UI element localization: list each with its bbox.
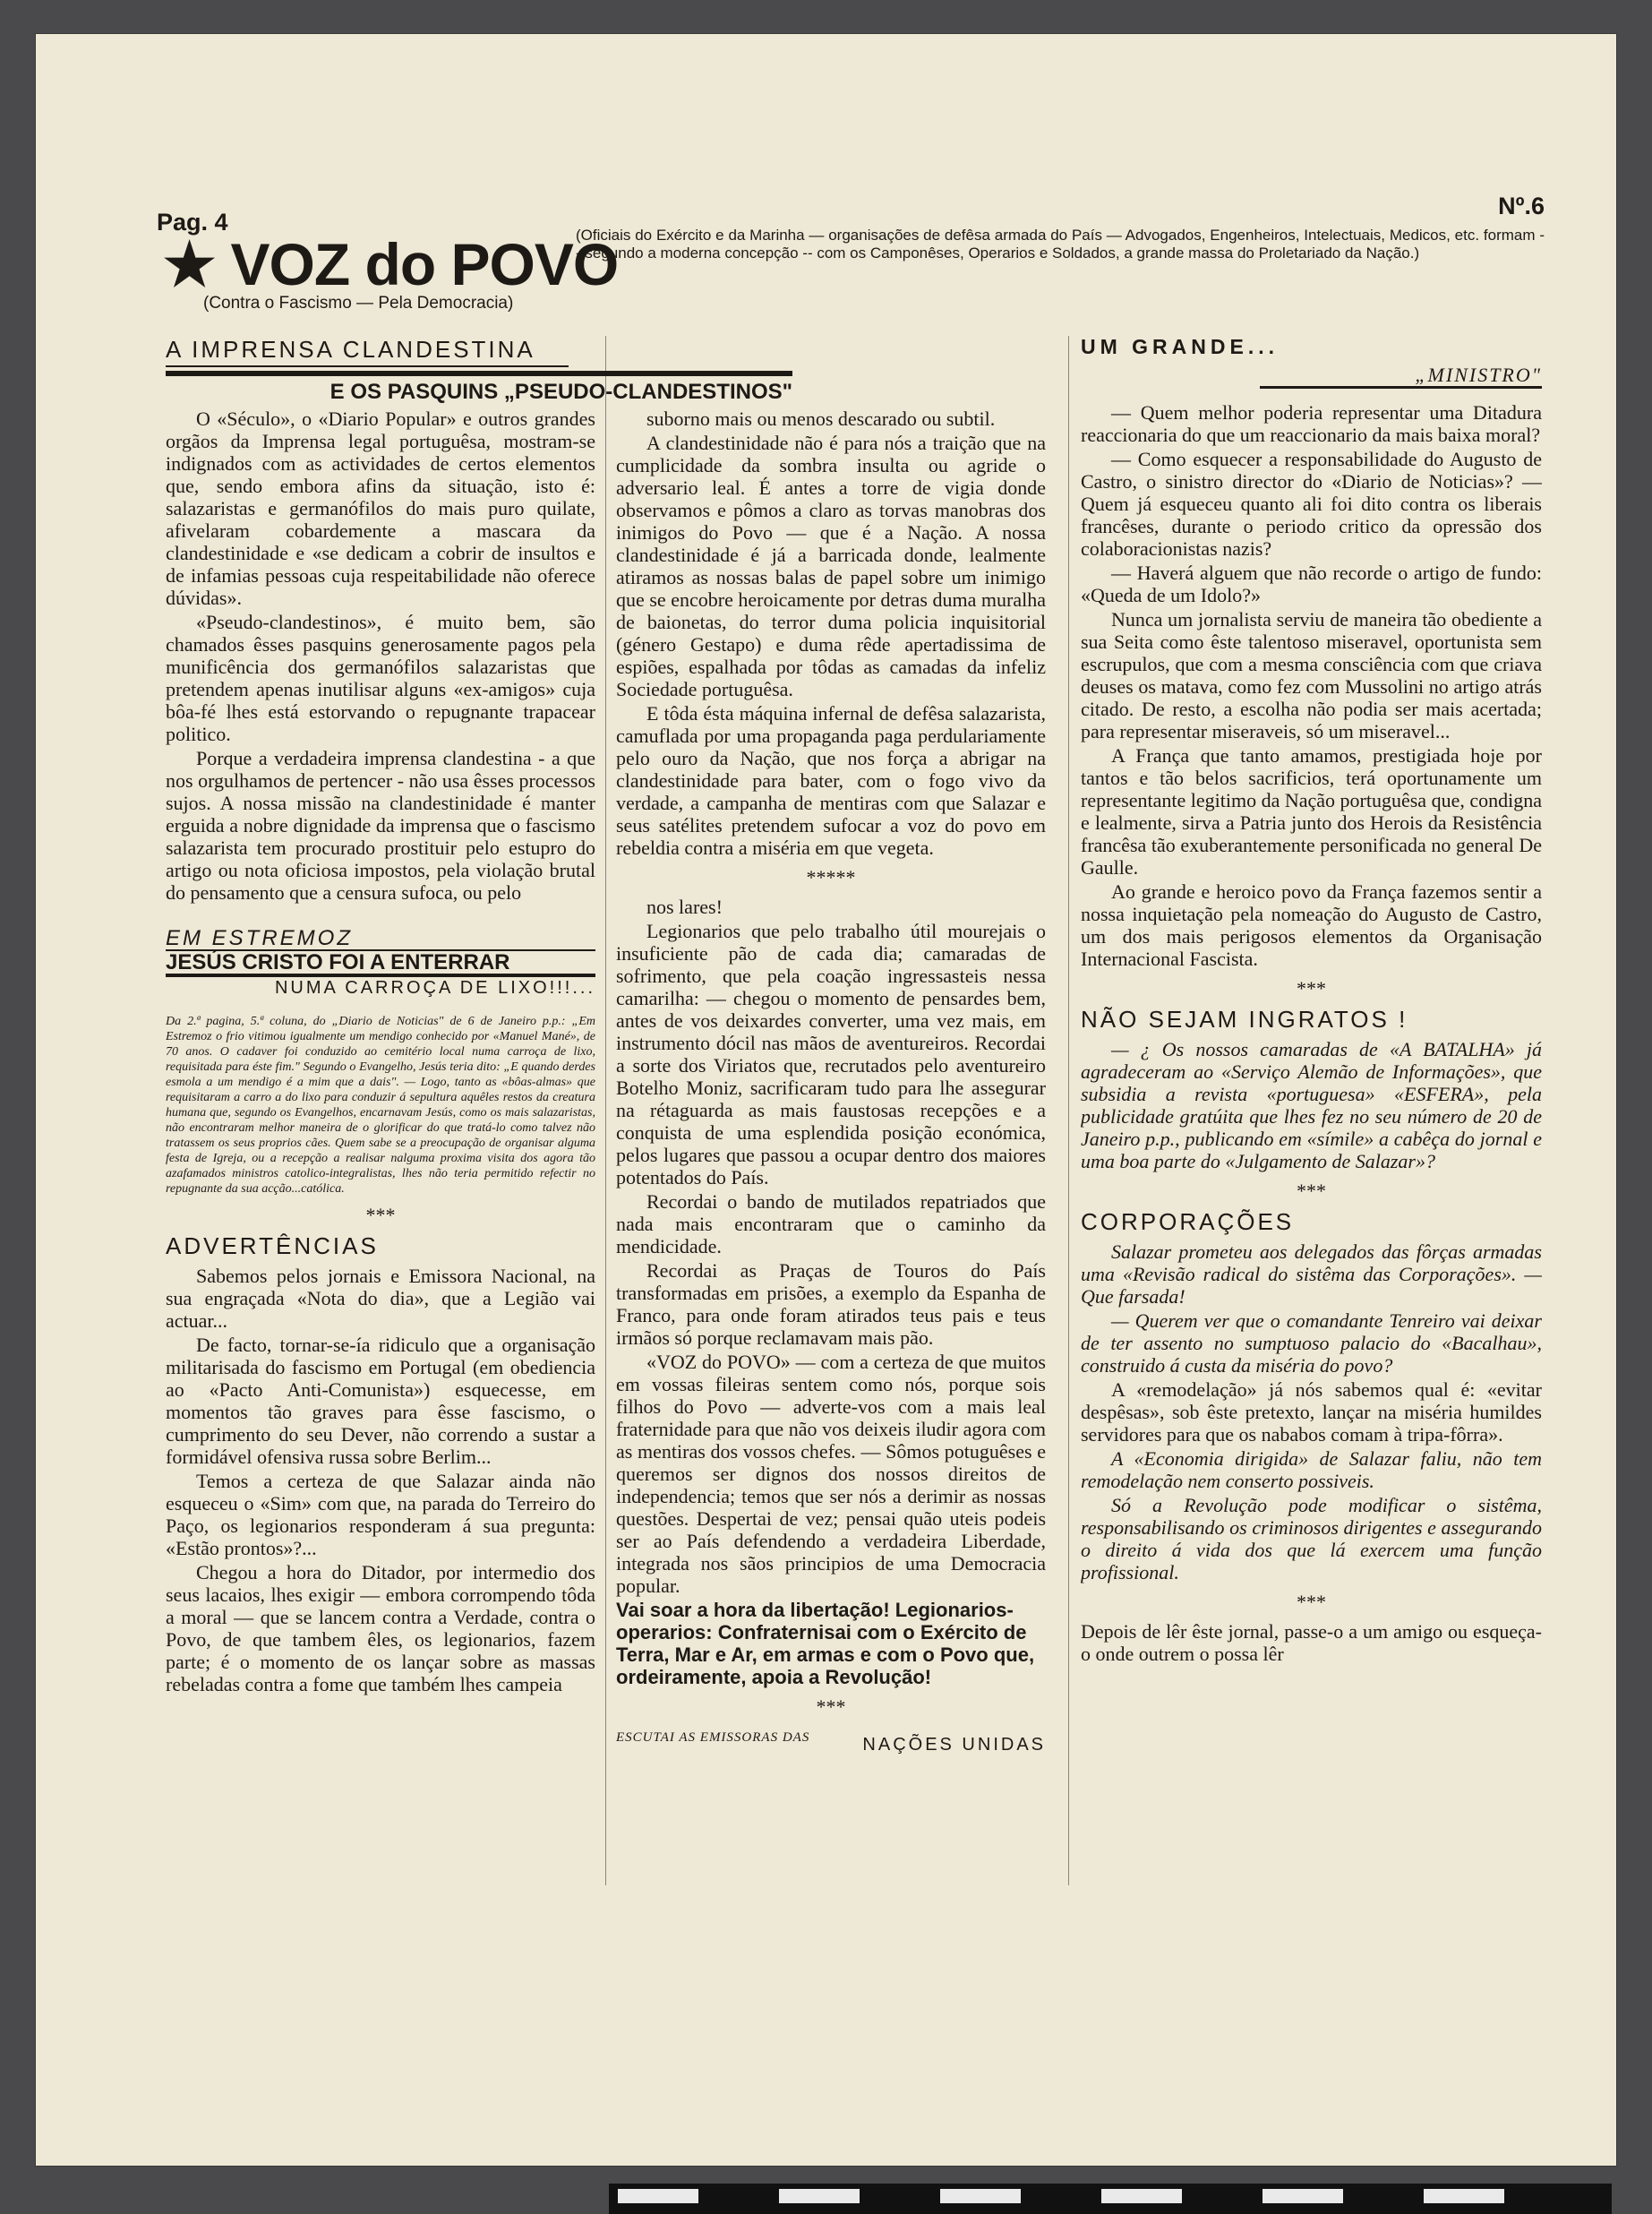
separator-stars: *** [1297, 1180, 1326, 1202]
footer-left: ESCUTAI AS EMISSORAS DAS [616, 1730, 810, 1745]
tagline: (Contra o Fascismo — Pela Democracia) [203, 294, 514, 313]
paragraph: A clandestinidade não é para nós a traição que na cumplicidade da sombra insulta ou agride o adversario leal. É antes a torre de vigia donde observamos e pômos a claro as torvas manobras dos inimigos do Povo — que é a Nação. A nossa clandestinidade é já a barricada donde, lealmente atiramos as nossas balas de papel sobre um inimigo que se encobre heroicamente por detras duma muralha de baionetas, do terror duma policia inquisitorial (género Gestapo) e duma rêde apertadissima de espiões, espalhada por tôdas as camadas da infeliz Sociedade portuguêsa. [616, 432, 1046, 700]
logo-text: VOZ do POVO [230, 231, 619, 297]
column-divider [1068, 336, 1069, 1885]
article-subhead: NUMA CARROÇA DE LIXO!!!... [274, 978, 595, 998]
paragraph: A «remodelação» já nós sabemos qual é: «evitar despêsas», sob êste pretexto, lançar na miséria humildes servidores para que os nababos comam à tripa-fôrra». [1081, 1378, 1542, 1446]
paragraph: Nunca um jornalista serviu de maneira tão obediente a sua Seita como êste talentoso miseravel, oportunista sem escrupulos, que com a mesma consciência com que criava deuses os matava, como fez com Mussolini no artigo atrás citado. De resto, a escolha não podia ser mais acertada; para representar miseraveis, só um miseravel... [1081, 608, 1542, 742]
paragraph: — Querem ver que o comandante Tenreiro vai deixar de ter assento no sumptuoso palacio do «Bacalhau», construido á custa da miséria do povo? [1081, 1309, 1542, 1377]
closing-call: Vai soar a hora da libertação! Legionarios-operarios: Confraternisai com o Exército de Terra, Mar e Ar, em armas e com o Povo que, ordeiramente, apoia a Revolução! [616, 1599, 1035, 1688]
separator-stars: *** [1297, 1591, 1326, 1613]
paragraph: Temos a certeza de que Salazar ainda não esqueceu o «Sim» com que, na parada do Terreiro do Paço, os legionarios responderam á sua pregunta: «Estão prontos»?... [166, 1470, 595, 1559]
separator-stars: *** [1297, 977, 1326, 1000]
header-note: (Oficiais do Exército e da Marinha — organisações de defêsa armada do País — Advogados, Engenheiros, Intelectuais, Medicos, etc. formam -- segundo a moderna concepção -- com os Camponêses, Operarios e Soldados, a grande massa do Proletariado da Nação.) [576, 227, 1545, 262]
article-subhead: „MINISTRO" [1260, 364, 1542, 389]
paragraph: Salazar prometeu aos delegados das fôrças armadas uma «Revisão radical do sistêma das Corporações». — Que farsada! [1081, 1240, 1542, 1308]
paragraph: De facto, tornar-se-ía ridiculo que a organisação militarisada do fascismo em Portugal (em obediencia ao «Pacto Anti-Comunista») esquecesse, em momentos tão graves para êsse fascismo, o cumprimento do seu Dever, não correndo a sustar a formidável ofensiva russa sobre Berlim... [166, 1334, 595, 1468]
column-2 [616, 408, 1046, 1966]
article-title: ADVERTÊNCIAS [166, 1232, 379, 1259]
column-divider [605, 336, 606, 1885]
paragraph: Porque a verdadeira imprensa clandestina - a que nos orgulhamos de pertencer - não usa êsses processos sujos. A nossa missão na clandestinidade é manter erguida a nobre dignidade da imprensa que o fascismo salazarista tem procurado prostituir pelo estupro do artigo ou nota oficiosa impostos, pela violação brutal do pensamento que a censura sufoca, ou pelo [166, 747, 595, 904]
closing-note: Depois de lêr êste jornal, passe-o a um amigo ou esqueça-o onde outrem o possa lêr [1081, 1620, 1542, 1665]
article-headline: E OS PASQUINS „PSEUDO-CLANDESTINOS" [166, 371, 792, 405]
paragraph: A «Economia dirigida» de Salazar faliu, não tem remodelação nem conserto possiveis. [1081, 1447, 1542, 1492]
separator-stars: ***** [806, 866, 856, 888]
paragraph: E tôda ésta máquina infernal de defêsa salazarista, camuflada por uma propaganda paga perdulariamente pelo ouro da Nação, que nos força a abrigar na clandestinidade para bater, com o fogo vivo da verdade, a campanha de mentiras com que Salazar e seus satélites pretendem sufocar a voz do povo em rebeldia contra a miséria em que vegeta. [616, 702, 1046, 859]
paragraph: «VOZ do POVO» — com a certeza de que muitos em vossas fileiras sentem como nós, porque sois filhos do Povo — adverte-vos com a mais leal fraternidade para que não vos deixeis iludir agora com as mentiras dos vossos chefes. — Sômos potuguêses e queremos ser dignos dos nossos direitos de independencia; temos que ser nós a derimir as nossas questões. Despertai de vez; pensai quão uteis podeis ser ao País defendendo a verdadeira Liberdade, integrada nos sãos principios de uma Democracia popular. [616, 1351, 1046, 1597]
paragraph: Chegou a hora do Ditador, por intermedio dos seus lacaios, lhes exigir — embora corrompendo tôda a moral — que se lancem contra a Verdade, contra o Povo, de que tambem êles, os legionarios, fazem parte; é o momento de os lançar sobre as massas rebeladas contra a fome que também lhes campeia [166, 1561, 595, 1695]
columns [121, 336, 1545, 1903]
paragraph: Legionarios que pelo trabalho útil mourejais o insuficiente pão de cada dia; camaradas de sofrimento, que pela coação ingressasteis nessa camarilha: — chegou o momento de pensardes bem, antes de vos deixardes converter, uma vez mais, em instrumento dócil nas mãos de aventureiros. Recordai a sorte dos Viriatos que, recrutados pelo aventureiro Botelho Moniz, sacrificaram tudo para lhe assegurar na rétaguarda as mais faustosas recepções e a conquista de uma esplendida posição económica, pelos lugares que passou a ocupar dentro dos maiores potentados do País. [616, 920, 1046, 1189]
paragraph: — Como esquecer a responsabilidade do Augusto de Castro, o sinistro director do «Diario de Noticias»? — Quem já esqueceu quanto ali foi dito contra os liberais francêses, durante o periodo critico da opressão dos colaboracionistas nazis? [1081, 448, 1542, 560]
article-title: NÃO SEJAM INGRATOS ! [1081, 1006, 1408, 1033]
article-title: CORPORAÇÕES [1081, 1208, 1295, 1235]
paragraph: nos lares! [646, 896, 723, 918]
article-kicker: A IMPRENSA CLANDESTINA [166, 336, 569, 367]
page-number: Pag. 4 [157, 209, 228, 236]
footer-right: NAÇÕES UNIDAS [862, 1735, 1046, 1755]
masthead [121, 175, 1545, 331]
article-headline: UM GRANDE... [1081, 336, 1279, 358]
paragraph: Sabemos pelos jornais e Emissora Nacional, na sua engraçada «Nota do dia», que a Legião vai actuar... [166, 1265, 595, 1332]
star-icon: ★ [163, 231, 216, 297]
paragraph: O «Século», o «Diario Popular» e outros grandes orgãos da Imprensa legal portuguêsa, mostram-se indignados com as actividades de certos elementos que, sendo embora afins da situação, isto é: salazaristas e germanófilos do mais puro quilate, afivelaram cobardemente a mascara da clandestinidade e «se dedicam a cobrir de insultos e de infamias pessoas cuja respeitabilidade não oferece dúvidas». [166, 408, 595, 609]
paragraph: — Quem melhor poderia representar uma Ditadura reaccionaria do que um reaccionario da mais baixa moral? [1081, 401, 1542, 446]
column-3 [1081, 336, 1542, 1894]
logo [163, 230, 618, 299]
paragraph: Recordai as Praças de Touros do País transformadas em prisões, a exemplo da Espanha de Franco, para onde foram atirados teus pais e teus irmãos só porque reclamavam mais pão. [616, 1259, 1046, 1349]
article-headline: JESÚS CRISTO FOI A ENTERRAR [166, 951, 595, 977]
footer-line [616, 1725, 1046, 1754]
color-scale-bar [609, 2184, 1612, 2214]
paragraph: A França que tanto amamos, prestigiada hoje por tantos e tão belos sacrificios, terá oportunamente um representante legitimo da Nação portuguêsa que, condigna e lealmente, sirva a Patria junto dos Herois da Resistência francêsa tão exuberantemente personificada no general De Gaulle. [1081, 744, 1542, 879]
separator-stars: *** [365, 1204, 396, 1226]
article-kicker: EM ESTREMOZ [166, 927, 595, 951]
paragraph: Só a Revolução pode modificar o sistêma, responsabilisando os criminosos dirigentes e assegurando o direito á vida dos que lá exercem uma função profissional. [1081, 1494, 1542, 1583]
paragraph: — Haverá alguem que não recorde o artigo de fundo: «Queda de um Idolo?» [1081, 562, 1542, 606]
article-body: Da 2.ª pagina, 5.ª coluna, do „Diario de Noticias" de 6 de Janeiro p.p.: „Em Estremoz o frio vitimou igualmente um mendigo conhecido por «Manuel Mané», de 70 anos. O cadaver foi conduzido ao cemitério local numa carroça de lixo, requisitada para éste fim." Segundo o Evangelho, Jesús teria dito: „E quando derdes esmola a um mendigo é a mim que a dais". — Logo, tanto as «bôas-almas» que requisitaram a carro a do lixo para conduzir á sepultura aquêles restos da creatura humana que, segundo os Evangelhos, encarnavam Jesús, como os mais salazaristas, não encontraram melhor maneira de o glorificar do que tratá-lo como talvez não tratassem os seus proprios cães. Quem sabe se a preocupação de organisar alguma festa de Igreja, ou a recepção a realisar nalguma proxima visita dos agora tão azafamados ministros catolico-integralistas, lhes não teria permitido refectir no repugnante da sua acção...católica. [166, 1015, 595, 1196]
column-1 [166, 408, 595, 1966]
separator-stars: *** [816, 1695, 846, 1718]
paragraph: Ao grande e heroico povo da França fazemos sentir a nossa inquietação pela nomeação do Augusto de Castro, um dos mais perigosos elementos da Organisação Internacional Fascista. [1081, 880, 1542, 970]
paragraph: — ¿ Os nossos camaradas de «A BATALHA» já agradeceram ao «Serviço Alemão de Informações», que subsidia a revista «portuguesa» «ESFERA», pela publicidade gratúita que lhes fez no seu número de 20 de Janeiro p.p., publicando em «símile» a cabêça do jornal e uma boa parte do «Julgamento de Salazar»? [1081, 1038, 1542, 1172]
paragraph: Recordai o bando de mutilados repatriados que nada mais encontraram que o caminho da mendicidade. [616, 1190, 1046, 1257]
paragraph: «Pseudo-clandestinos», é muito bem, são chamados êsses pasquins generosamente pagos pela munificência dos germanófilos salazaristas que pretendem apenas inutilisar alguns «ex-amigos» cuja bôa-fé lhes está estorvando o repugnante trapacear politico. [166, 611, 595, 745]
paragraph: suborno mais ou menos descarado ou subtil. [646, 408, 996, 430]
issue-number: Nº.6 [1498, 193, 1545, 219]
